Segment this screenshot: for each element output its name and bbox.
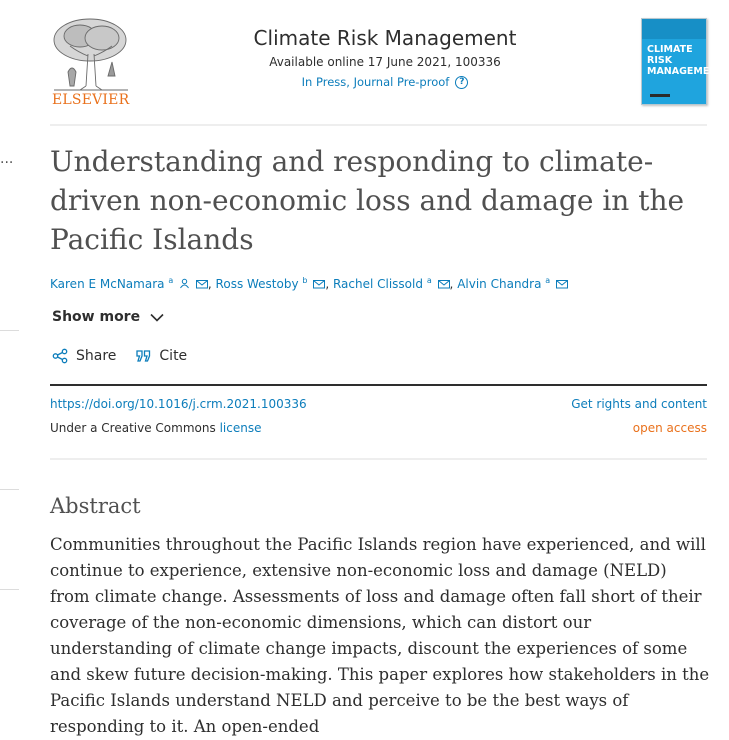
cover-publisher-mark: [650, 94, 670, 97]
show-more-label: Show more: [52, 309, 141, 325]
license-prefix: Under a Creative Commons: [50, 421, 216, 435]
author-link[interactable]: Rachel Clissold: [332, 277, 423, 291]
section-divider: [50, 384, 707, 386]
author-link[interactable]: Karen E McNamara: [50, 277, 165, 291]
cover-title: CLIMATE RISK MANAGEMENT: [647, 44, 724, 77]
author-list: Karen E McNamara $^a$ , Ross Westoby $^b$ , Rachel Clissold $^a$ , Alvin Chandra $^a$: [50, 276, 568, 291]
abstract-text: Communities throughout the Pacific Islands region have experienced, and will continue to experience, extensive non-economic loss and damage (NELD) from climate change. Assessments of loss and damage often fall short of their coverage of the non-economic dimensions, which can distort our understanding of climate change impacts, discount the experiences of some and skew future decision-making. This paper explores how stakeholders in the Pacific Islands understand NELD and perceive to be the best ways of responding to it. An open-ended: [50, 535, 710, 736]
envelope-icon[interactable]: [556, 279, 568, 289]
share-button[interactable]: [52, 348, 116, 364]
status-line: [302, 75, 469, 89]
open-access-badge: open access: [632, 421, 707, 435]
quote-icon: [136, 349, 151, 363]
help-icon[interactable]: ?: [455, 76, 468, 89]
sidebar-truncated-text[interactable]: ...: [0, 151, 14, 167]
available-online-date: Available online 17 June 2021, 100336: [269, 55, 501, 69]
cover-top-band: [642, 19, 706, 39]
envelope-icon[interactable]: [196, 279, 208, 289]
journal-info: [220, 26, 550, 90]
author-link[interactable]: Ross Westoby: [215, 277, 299, 291]
sidebar-divider: [0, 589, 19, 590]
section-divider: [50, 458, 707, 460]
article-title: Understanding and responding to climate-driven non-economic loss and damage in the Pacific Islands: [50, 145, 685, 256]
chevron-down-icon: [150, 313, 164, 322]
journal-title-link[interactable]: Climate Risk Management: [253, 26, 517, 50]
affiliation-marker[interactable]: a: [545, 276, 551, 285]
envelope-icon[interactable]: [438, 279, 450, 289]
rights-link[interactable]: Get rights and content: [571, 397, 707, 411]
publication-header: [50, 16, 724, 126]
person-icon[interactable]: [179, 278, 190, 289]
journal-cover-image[interactable]: [641, 18, 724, 105]
author-link[interactable]: Alvin Chandra: [457, 277, 542, 291]
share-icon: [52, 348, 68, 364]
sidebar-divider: [0, 330, 19, 331]
article-actions: [52, 348, 187, 364]
envelope-icon[interactable]: [313, 279, 325, 289]
affiliation-marker[interactable]: a: [168, 276, 174, 285]
doi-link[interactable]: https://doi.org/10.1016/j.crm.2021.100336: [50, 397, 307, 411]
license-link[interactable]: license: [219, 421, 262, 435]
status-label[interactable]: In Press, Journal Pre-proof: [301, 75, 450, 89]
license-line: [50, 421, 261, 435]
share-label: Share: [76, 348, 117, 364]
cite-label: Cite: [159, 348, 188, 364]
abstract-heading: Abstract: [50, 494, 141, 518]
cite-button[interactable]: [136, 348, 187, 364]
elsevier-logo[interactable]: [50, 16, 132, 106]
affiliation-marker[interactable]: a: [426, 276, 432, 285]
sidebar-divider: [0, 489, 19, 490]
affiliation-marker[interactable]: b: [302, 276, 308, 285]
publisher-wordmark: ELSEVIER: [52, 92, 130, 108]
show-more-button[interactable]: [52, 309, 164, 325]
tree-logo-icon: [50, 16, 132, 92]
